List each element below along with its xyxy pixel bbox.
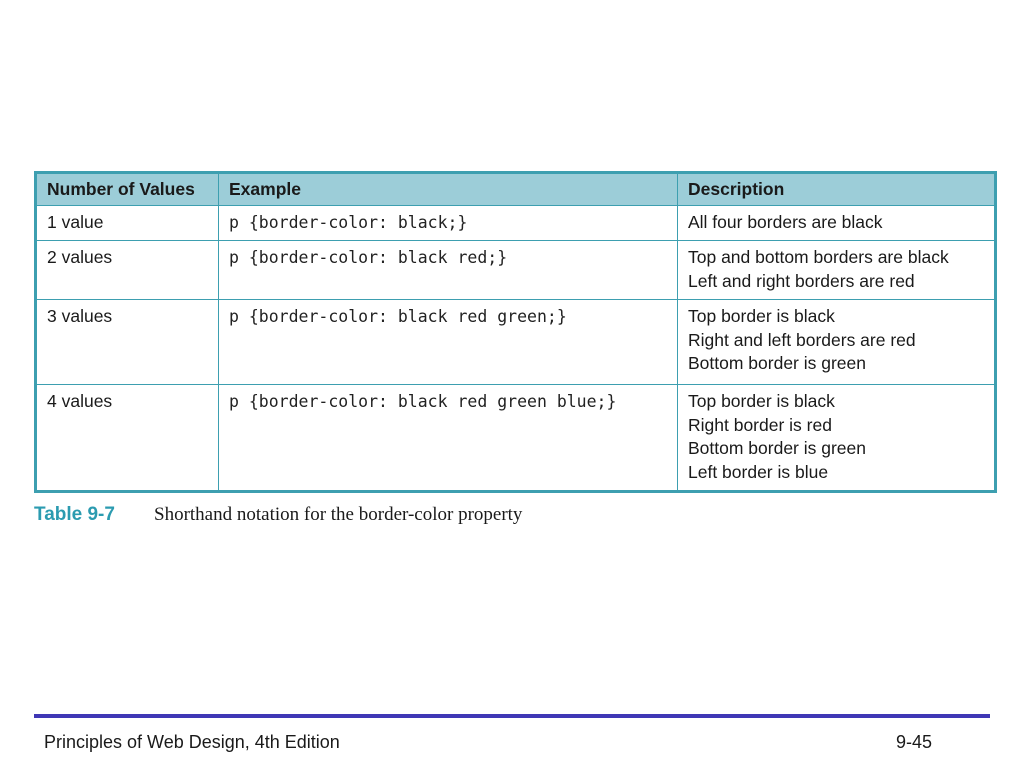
description-line: Right border is red xyxy=(688,414,832,435)
description-cell xyxy=(678,241,995,300)
description-line: Top and bottom borders are black xyxy=(688,247,949,267)
table-header-row xyxy=(37,174,995,206)
header-example: Example xyxy=(219,174,678,206)
description-line: Top border is black xyxy=(688,391,835,411)
border-color-table xyxy=(34,171,997,493)
description-line: Right and left borders are red xyxy=(688,329,916,350)
table-row xyxy=(37,300,995,385)
table-row xyxy=(37,205,995,241)
shorthand-table xyxy=(36,173,995,491)
caption-text: Shorthand notation for the border-color property xyxy=(154,504,523,525)
value-count-cell: 2 values xyxy=(37,241,219,300)
description-cell xyxy=(678,205,995,241)
value-count-cell: 1 value xyxy=(37,205,219,241)
caption-label: Table 9-7 xyxy=(34,504,115,525)
description-line: Bottom border is green xyxy=(688,438,867,458)
table-caption xyxy=(34,504,522,526)
footer-page-number: 9-45 xyxy=(896,732,933,752)
example-code-cell: p {border-color: black red green blue;} xyxy=(219,385,678,491)
description-cell xyxy=(678,300,995,385)
header-description: Description xyxy=(678,174,995,206)
description-line: Top border is black xyxy=(688,306,835,326)
description-line: All four borders are black xyxy=(688,211,883,232)
example-code-cell: p {border-color: black red green;} xyxy=(219,300,678,385)
description-cell xyxy=(678,385,995,491)
footer-divider xyxy=(34,714,990,718)
header-number-of-values: Number of Values xyxy=(37,174,219,206)
value-count-cell: 3 values xyxy=(37,300,219,385)
value-count-cell: 4 values xyxy=(37,385,219,491)
example-code-cell: p {border-color: black red;} xyxy=(219,241,678,300)
description-line: Bottom border is green xyxy=(688,353,867,373)
table-row xyxy=(37,385,995,491)
description-line: Left border is blue xyxy=(688,461,829,482)
example-code-cell: p {border-color: black;} xyxy=(219,205,678,241)
description-line: Left and right borders are red xyxy=(688,270,915,291)
footer-book-title: Principles of Web Design, 4th Edition xyxy=(44,732,340,752)
table-row xyxy=(37,241,995,300)
